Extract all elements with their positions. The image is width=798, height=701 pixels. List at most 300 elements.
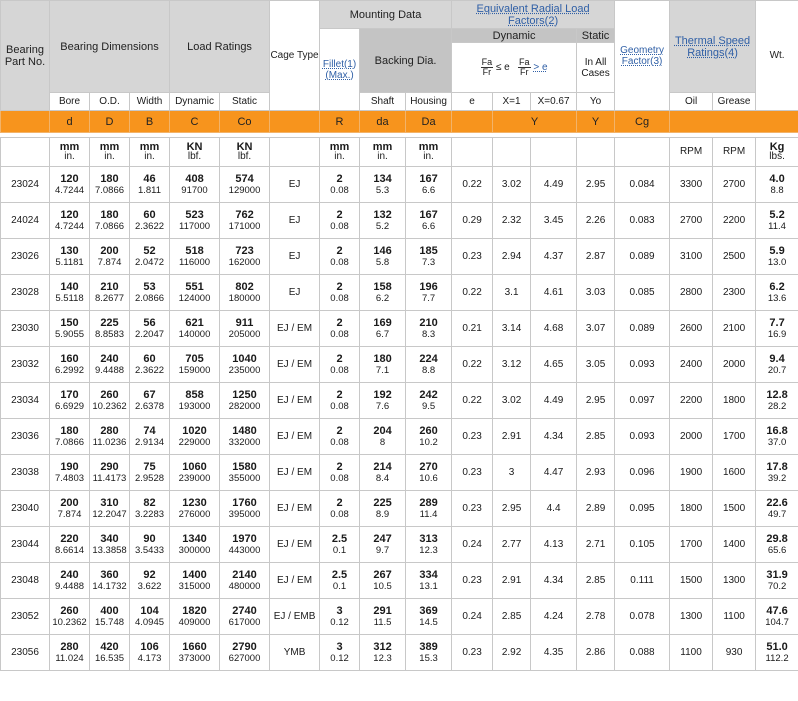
oil-speed-cell: 2800 (670, 275, 713, 311)
header-backing-dia: Backing Dia. (360, 29, 452, 93)
y2-cell: 4.35 (531, 635, 577, 671)
table-row (1, 167, 798, 203)
bore-cell: 180 7.0866 (50, 419, 90, 455)
part-number: 23034 (1, 383, 50, 419)
dynamic-rating-cell: 408 91700 (170, 167, 220, 203)
static-rating-cell: 1580 355000 (220, 455, 270, 491)
part-number: 23030 (1, 311, 50, 347)
grease-speed-cell: 2700 (713, 167, 756, 203)
y2-cell: 4.34 (531, 563, 577, 599)
oil-speed-cell: 1300 (670, 599, 713, 635)
header-bearing-part-no: Bearing Part No. (1, 1, 50, 111)
cage-type-cell: EJ / EM (270, 455, 320, 491)
part-number: 23048 (1, 563, 50, 599)
e-cell: 0.23 (452, 455, 493, 491)
bore-cell: 170 6.6929 (50, 383, 90, 419)
e-cell: 0.22 (452, 275, 493, 311)
y2-cell: 4.4 (531, 491, 577, 527)
cage-type-cell: EJ / EM (270, 311, 320, 347)
geometry-factor-cell: 0.096 (615, 455, 670, 491)
symbol-R: R (320, 111, 360, 133)
units-part-blank (1, 138, 50, 167)
static-rating-cell: 723 162000 (220, 239, 270, 275)
geometry-factor-cell: 0.089 (615, 311, 670, 347)
dynamic-rating-cell: 1820 409000 (170, 599, 220, 635)
oil-speed-cell: 2000 (670, 419, 713, 455)
od-cell: 200 7.874 (90, 239, 130, 275)
bore-cell: 150 5.9055 (50, 311, 90, 347)
weight-cell: 6.2 13.6 (756, 275, 798, 311)
header-width: Width (130, 93, 170, 111)
static-rating-cell: 1970 443000 (220, 527, 270, 563)
header-static: Static (577, 29, 615, 43)
od-cell: 240 9.4488 (90, 347, 130, 383)
dynamic-rating-cell: 621 140000 (170, 311, 220, 347)
oil-speed-cell: 2200 (670, 383, 713, 419)
weight-cell: 22.6 49.7 (756, 491, 798, 527)
header-load-dynamic: Dynamic (170, 93, 220, 111)
geometry-factor-cell: 0.095 (615, 491, 670, 527)
grease-speed-cell: 1600 (713, 455, 756, 491)
y1-cell: 2.32 (493, 203, 531, 239)
table-row (1, 347, 798, 383)
bore-cell: 190 7.4803 (50, 455, 90, 491)
grease-speed-cell: 1100 (713, 599, 756, 635)
static-rating-cell: 574 129000 (220, 167, 270, 203)
yo-cell: 2.71 (577, 527, 615, 563)
static-rating-cell: 762 171000 (220, 203, 270, 239)
fillet-cell: 2 0.08 (320, 311, 360, 347)
e-cell: 0.22 (452, 347, 493, 383)
width-cell: 75 2.9528 (130, 455, 170, 491)
header-in-all-cases: In All Cases (577, 43, 615, 93)
cage-type-cell: YMB (270, 635, 320, 671)
units-blank-y1 (493, 138, 531, 167)
e-cell: 0.23 (452, 563, 493, 599)
housing-cell: 389 15.3 (406, 635, 452, 671)
yo-cell: 2.26 (577, 203, 615, 239)
dynamic-rating-cell: 1060 239000 (170, 455, 220, 491)
shaft-cell: 192 7.6 (360, 383, 406, 419)
shaft-cell: 180 7.1 (360, 347, 406, 383)
e-cell: 0.23 (452, 635, 493, 671)
header-thermal-speed: Thermal Speed Ratings(4) (670, 1, 756, 93)
oil-speed-cell: 1500 (670, 563, 713, 599)
units-housing: mm in. (406, 138, 452, 167)
header-shaft: Shaft (360, 93, 406, 111)
static-rating-cell: 1480 332000 (220, 419, 270, 455)
housing-cell: 369 14.5 (406, 599, 452, 635)
y2-cell: 4.61 (531, 275, 577, 311)
housing-cell: 167 6.6 (406, 167, 452, 203)
part-number: 23038 (1, 455, 50, 491)
housing-cell: 185 7.3 (406, 239, 452, 275)
yo-cell: 2.85 (577, 563, 615, 599)
units-shaft: mm in. (360, 138, 406, 167)
od-cell: 400 15.748 (90, 599, 130, 635)
cage-type-cell: EJ / EM (270, 419, 320, 455)
width-cell: 92 3.622 (130, 563, 170, 599)
shaft-cell: 247 9.7 (360, 527, 406, 563)
housing-cell: 242 9.5 (406, 383, 452, 419)
shaft-cell: 312 12.3 (360, 635, 406, 671)
yo-cell: 2.95 (577, 383, 615, 419)
dynamic-rating-cell: 518 116000 (170, 239, 220, 275)
cage-type-cell: EJ (270, 275, 320, 311)
units-blank-y2 (531, 138, 577, 167)
y1-cell: 2.95 (493, 491, 531, 527)
geometry-factor-cell: 0.078 (615, 599, 670, 635)
table-row (1, 599, 798, 635)
fillet-cell: 2 0.08 (320, 419, 360, 455)
y1-cell: 3.02 (493, 383, 531, 419)
width-cell: 104 4.0945 (130, 599, 170, 635)
grease-speed-cell: 1400 (713, 527, 756, 563)
shaft-cell: 291 11.5 (360, 599, 406, 635)
oil-speed-cell: 2700 (670, 203, 713, 239)
housing-cell: 260 10.2 (406, 419, 452, 455)
y1-cell: 3 (493, 455, 531, 491)
shaft-cell: 169 6.7 (360, 311, 406, 347)
table-row (1, 383, 798, 419)
symbol-Y1: Y (493, 111, 577, 133)
bore-cell: 200 7.874 (50, 491, 90, 527)
table-row (1, 311, 798, 347)
fa-fr-fraction: $\frac{Fa}{Fr}$ (481, 57, 493, 77)
grease-speed-cell: 930 (713, 635, 756, 671)
weight-cell: 17.8 39.2 (756, 455, 798, 491)
y2-cell: 4.68 (531, 311, 577, 347)
units-width: mm in. (130, 138, 170, 167)
y2-cell: 3.45 (531, 203, 577, 239)
weight-cell: 9.4 20.7 (756, 347, 798, 383)
header-e: e (452, 93, 493, 111)
width-cell: 53 2.0866 (130, 275, 170, 311)
yo-cell: 2.85 (577, 419, 615, 455)
static-rating-cell: 1760 395000 (220, 491, 270, 527)
e-cell: 0.29 (452, 203, 493, 239)
geometry-factor-cell: 0.084 (615, 167, 670, 203)
yo-cell: 2.89 (577, 491, 615, 527)
housing-cell: 289 11.4 (406, 491, 452, 527)
table-row (1, 491, 798, 527)
dynamic-rating-cell: 1660 373000 (170, 635, 220, 671)
grease-speed-cell: 2300 (713, 275, 756, 311)
e-cell: 0.21 (452, 311, 493, 347)
width-cell: 60 2.3622 (130, 347, 170, 383)
symbol-D: D (90, 111, 130, 133)
y1-cell: 2.92 (493, 635, 531, 671)
header-load-ratings: Load Ratings (170, 1, 270, 93)
housing-cell: 210 8.3 (406, 311, 452, 347)
cage-type-cell: EJ / EM (270, 563, 320, 599)
yo-cell: 2.87 (577, 239, 615, 275)
y1-cell: 3.12 (493, 347, 531, 383)
symbol-Cg: Cg (615, 111, 670, 133)
width-cell: 106 4.173 (130, 635, 170, 671)
y1-cell: 2.91 (493, 419, 531, 455)
symbol-Y2: Y (577, 111, 615, 133)
part-number: 23056 (1, 635, 50, 671)
header-geometry-factor: Geometry Factor(3) (615, 1, 670, 111)
header-bearing-dimensions: Bearing Dimensions (50, 1, 170, 93)
static-rating-cell: 1250 282000 (220, 383, 270, 419)
units-blank-yo (577, 138, 615, 167)
part-number: 23026 (1, 239, 50, 275)
bore-cell: 120 4.7244 (50, 167, 90, 203)
weight-cell: 29.8 65.6 (756, 527, 798, 563)
cage-type-cell: EJ / EM (270, 383, 320, 419)
part-number: 23044 (1, 527, 50, 563)
data-rows (1, 167, 798, 671)
y1-cell: 3.02 (493, 167, 531, 203)
y1-cell: 2.91 (493, 563, 531, 599)
oil-speed-cell: 3100 (670, 239, 713, 275)
symbol-d: d (50, 111, 90, 133)
housing-cell: 270 10.6 (406, 455, 452, 491)
e-cell: 0.22 (452, 383, 493, 419)
y1-cell: 3.14 (493, 311, 531, 347)
width-cell: 52 2.0472 (130, 239, 170, 275)
fillet-cell: 2 0.08 (320, 347, 360, 383)
width-cell: 56 2.2047 (130, 311, 170, 347)
oil-speed-cell: 3300 (670, 167, 713, 203)
od-cell: 360 14.1732 (90, 563, 130, 599)
od-cell: 420 16.535 (90, 635, 130, 671)
header-oil: Oil (670, 93, 713, 111)
shaft-cell: 267 10.5 (360, 563, 406, 599)
header-equiv-radial: Equivalent Radial Load Factors(2) (452, 1, 615, 29)
header-x1: X=1 (493, 93, 531, 111)
cage-type-cell: EJ / EM (270, 347, 320, 383)
dynamic-rating-cell: 858 193000 (170, 383, 220, 419)
bore-cell: 130 5.1181 (50, 239, 90, 275)
header-x067: X=0.67 (531, 93, 577, 111)
oil-speed-cell: 1900 (670, 455, 713, 491)
dynamic-rating-cell: 551 124000 (170, 275, 220, 311)
fillet-cell: 2 0.08 (320, 383, 360, 419)
static-rating-cell: 2740 617000 (220, 599, 270, 635)
fillet-cell: 2.5 0.1 (320, 527, 360, 563)
grease-speed-cell: 1500 (713, 491, 756, 527)
shaft-cell: 204 8 (360, 419, 406, 455)
bore-cell: 140 5.5118 (50, 275, 90, 311)
table-row (1, 527, 798, 563)
fillet-cell: 3 0.12 (320, 599, 360, 635)
dynamic-rating-cell: 705 159000 (170, 347, 220, 383)
header-load-static: Static (220, 93, 270, 111)
housing-cell: 167 6.6 (406, 203, 452, 239)
units-oil: RPM (670, 138, 713, 167)
symbol-blank (1, 111, 50, 133)
units-dyn: KN lbf. (170, 138, 220, 167)
fillet-cell: 2 0.08 (320, 239, 360, 275)
cage-type-cell: EJ (270, 203, 320, 239)
table-row (1, 419, 798, 455)
e-cell: 0.23 (452, 239, 493, 275)
weight-cell: 16.8 37.0 (756, 419, 798, 455)
units-blank-e (452, 138, 493, 167)
geometry-factor-cell: 0.097 (615, 383, 670, 419)
part-number: 23028 (1, 275, 50, 311)
symbol-e-blank (452, 111, 493, 133)
housing-cell: 224 8.8 (406, 347, 452, 383)
symbol-B: B (130, 111, 170, 133)
cage-type-cell: EJ (270, 239, 320, 275)
part-number: 23032 (1, 347, 50, 383)
geometry-factor-cell: 0.105 (615, 527, 670, 563)
weight-cell: 4.0 8.8 (756, 167, 798, 203)
weight-cell: 51.0 112.2 (756, 635, 798, 671)
geometry-factor-cell: 0.085 (615, 275, 670, 311)
od-cell: 280 11.0236 (90, 419, 130, 455)
header-fillet: Fillet(1) (Max.) (320, 29, 360, 111)
od-cell: 225 8.8583 (90, 311, 130, 347)
units-od: mm in. (90, 138, 130, 167)
header-yo: Yo (577, 93, 615, 111)
geometry-factor-cell: 0.083 (615, 203, 670, 239)
e-cell: 0.22 (452, 167, 493, 203)
y1-cell: 2.77 (493, 527, 531, 563)
header-dynamic: Dynamic (452, 29, 577, 43)
od-cell: 290 11.4173 (90, 455, 130, 491)
grease-speed-cell: 1700 (713, 419, 756, 455)
y2-cell: 4.49 (531, 383, 577, 419)
weight-cell: 5.2 11.4 (756, 203, 798, 239)
yo-cell: 3.05 (577, 347, 615, 383)
shaft-cell: 158 6.2 (360, 275, 406, 311)
grease-speed-cell: 1800 (713, 383, 756, 419)
bore-cell: 280 11.024 (50, 635, 90, 671)
static-rating-cell: 2140 480000 (220, 563, 270, 599)
oil-speed-cell: 1800 (670, 491, 713, 527)
shaft-cell: 225 8.9 (360, 491, 406, 527)
dynamic-rating-cell: 1020 229000 (170, 419, 220, 455)
part-number: 23036 (1, 419, 50, 455)
header-cage-type: Cage Type (270, 1, 320, 111)
oil-speed-cell: 2600 (670, 311, 713, 347)
fillet-cell: 2 0.08 (320, 275, 360, 311)
bore-cell: 260 10.2362 (50, 599, 90, 635)
table-row (1, 203, 798, 239)
y2-cell: 4.13 (531, 527, 577, 563)
width-cell: 90 3.5433 (130, 527, 170, 563)
table-row (1, 239, 798, 275)
weight-cell: 47.6 104.7 (756, 599, 798, 635)
grease-speed-cell: 2500 (713, 239, 756, 275)
symbol-cage-blank (270, 111, 320, 133)
cage-type-cell: EJ / EM (270, 491, 320, 527)
bore-cell: 240 9.4488 (50, 563, 90, 599)
od-cell: 310 12.2047 (90, 491, 130, 527)
fa-fr-fraction-2: $\frac{Fa}{Fr}$ (519, 57, 530, 77)
units-bore: mm in. (50, 138, 90, 167)
units-fillet: mm in. (320, 138, 360, 167)
yo-cell: 2.95 (577, 167, 615, 203)
static-rating-cell: 1040 235000 (220, 347, 270, 383)
dynamic-rating-cell: 1340 300000 (170, 527, 220, 563)
geometry-factor-cell: 0.093 (615, 419, 670, 455)
y2-cell: 4.24 (531, 599, 577, 635)
weight-cell: 7.7 16.9 (756, 311, 798, 347)
table-row (1, 455, 798, 491)
oil-speed-cell: 1700 (670, 527, 713, 563)
yo-cell: 2.86 (577, 635, 615, 671)
y1-cell: 2.94 (493, 239, 531, 275)
units-stat: KN lbf. (220, 138, 270, 167)
width-cell: 67 2.6378 (130, 383, 170, 419)
oil-speed-cell: 2400 (670, 347, 713, 383)
e-cell: 0.24 (452, 527, 493, 563)
static-rating-cell: 911 205000 (220, 311, 270, 347)
y2-cell: 4.65 (531, 347, 577, 383)
shaft-cell: 132 5.2 (360, 203, 406, 239)
bore-cell: 160 6.2992 (50, 347, 90, 383)
bore-cell: 120 4.7244 (50, 203, 90, 239)
width-cell: 82 3.2283 (130, 491, 170, 527)
fillet-cell: 2 0.08 (320, 167, 360, 203)
y2-cell: 4.37 (531, 239, 577, 275)
geometry-factor-cell: 0.093 (615, 347, 670, 383)
width-cell: 74 2.9134 (130, 419, 170, 455)
y2-cell: 4.49 (531, 167, 577, 203)
cage-type-cell: EJ / EM (270, 527, 320, 563)
units-blank-cg (615, 138, 670, 167)
od-cell: 180 7.0866 (90, 167, 130, 203)
units-wt: Kg lbs. (756, 138, 798, 167)
shaft-cell: 146 5.8 (360, 239, 406, 275)
header-housing: Housing (406, 93, 452, 111)
bore-cell: 220 8.6614 (50, 527, 90, 563)
dynamic-rating-cell: 523 117000 (170, 203, 220, 239)
y2-cell: 4.47 (531, 455, 577, 491)
yo-cell: 2.93 (577, 455, 615, 491)
symbol-blank-right (670, 111, 798, 133)
geometry-factor-cell: 0.088 (615, 635, 670, 671)
weight-cell: 12.8 28.2 (756, 383, 798, 419)
fillet-cell: 2 0.08 (320, 491, 360, 527)
shaft-cell: 134 5.3 (360, 167, 406, 203)
housing-cell: 313 12.3 (406, 527, 452, 563)
weight-cell: 31.9 70.2 (756, 563, 798, 599)
symbol-C: C (170, 111, 220, 133)
y2-cell: 4.34 (531, 419, 577, 455)
housing-cell: 334 13.1 (406, 563, 452, 599)
table-row (1, 275, 798, 311)
units-grease: RPM (713, 138, 756, 167)
grease-speed-cell: 2000 (713, 347, 756, 383)
part-number: 24024 (1, 203, 50, 239)
header-od: O.D. (90, 93, 130, 111)
grease-speed-cell: 2200 (713, 203, 756, 239)
header-grease: Grease (713, 93, 756, 111)
part-number: 23040 (1, 491, 50, 527)
e-cell: 0.24 (452, 599, 493, 635)
geometry-factor-cell: 0.111 (615, 563, 670, 599)
yo-cell: 2.78 (577, 599, 615, 635)
header-bore: Bore (50, 93, 90, 111)
shaft-cell: 214 8.4 (360, 455, 406, 491)
housing-cell: 196 7.7 (406, 275, 452, 311)
fillet-cell: 3 0.12 (320, 635, 360, 671)
cage-type-cell: EJ (270, 167, 320, 203)
symbol-da: da (360, 111, 406, 133)
units-cage-blank (270, 138, 320, 167)
part-number: 23024 (1, 167, 50, 203)
le-e-label: ≤ e (495, 62, 510, 74)
weight-cell: 5.9 13.0 (756, 239, 798, 275)
dynamic-rating-cell: 1400 315000 (170, 563, 220, 599)
